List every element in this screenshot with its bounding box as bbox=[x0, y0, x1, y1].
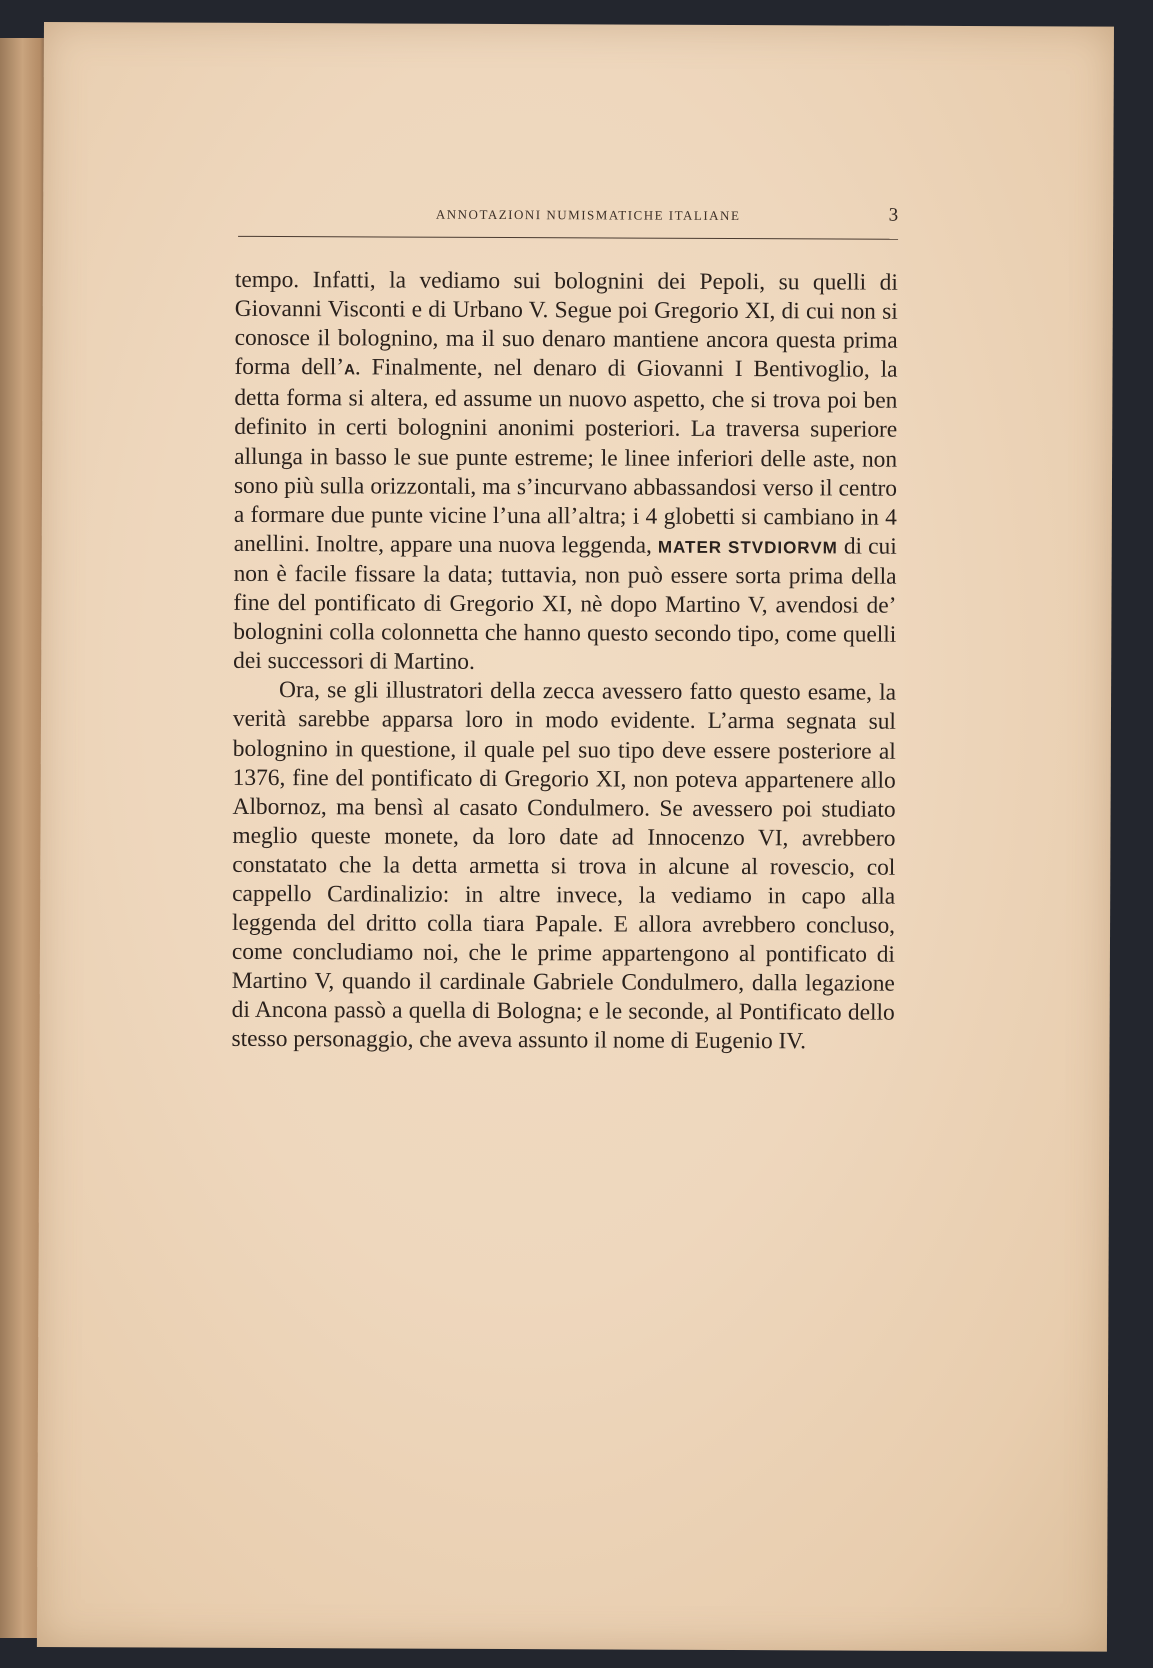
running-head bbox=[238, 206, 898, 253]
book-page bbox=[37, 22, 1114, 1652]
letter-a-mark: A bbox=[344, 361, 355, 379]
legend-mater-studiorum: MATER STVDIORVM bbox=[657, 537, 838, 558]
paragraph-1-part-b: . Finalmente, nel denaro di Giovanni I Bentivoglio, la detta forma si altera, ed assume un nuovo aspetto, che si trova poi ben definito in certi bolognini anonimi posteriori. La traversa superiore allunga in basso le sue punte estreme; le linee inferiori delle aste, non sono più sulla orizzontali, ma s’incurvano abbassandosi verso il centro a formare due punte vicine l’una all’altra; i 4 globetti si cambiano in 4 anellini. Inoltre, appare una nuova leggenda, bbox=[233, 354, 898, 559]
paragraph-2: Ora, se gli illustratori della zecca avessero fatto questo esame, la verità sarebbe apparsa loro in modo evidente. L’arma segnata sul bolognino in questione, il quale pel suo tipo deve essere posteriore al 1376, fine del pontificato di Gregorio XI, non poteva appartenere allo Albornoz, ma bensì al casato Condulmero. Se avessero poi studiato meglio queste monete, da loro date ad Innocenzo VI, avrebbero constatato che la detta armetta si trova in alcune al rovescio, col cappello Cardinalizio: in altre invece, la vediamo in capo alla leggenda del dritto colla tiara Papale. E allora avrebbero concluso, come concludiamo noi, che le prime appartengono al pontificato di Martino V, quando il cardinale Gabriele Condulmero, dalla legazione di Ancona passò a quella di Bologna; e le seconde, al Pontificato dello stesso personaggio, che aveva assunto il nome di Eugenio IV. bbox=[231, 677, 897, 1055]
paragraph-1-part-c: di cui non è facile fissare la data; tuttavia, non può essere sorta prima della fine del pontificato di Gregorio XI, nè dopo Martino V, avendosi de’ bolognini colla colonnetta che hanno questo secondo tipo, come quelli dei successori di Martino. bbox=[233, 533, 897, 676]
paragraph-1-part-a: tempo. Infatti, la vediamo sui bolognini dei Pepoli, su quelli di Giovanni Visconti e di Urbano V. Segue poi Gregorio XI, di cui non si conosce il bolognino, ma il suo denaro mantiene ancora questa prima forma dell’ bbox=[234, 266, 898, 381]
page-number: 3 bbox=[888, 204, 899, 226]
header-rule bbox=[238, 236, 898, 240]
running-title: ANNOTAZIONI NUMISMATICHE ITALIANE bbox=[435, 206, 741, 224]
body-text bbox=[231, 266, 897, 1057]
paragraph-1 bbox=[233, 266, 898, 679]
